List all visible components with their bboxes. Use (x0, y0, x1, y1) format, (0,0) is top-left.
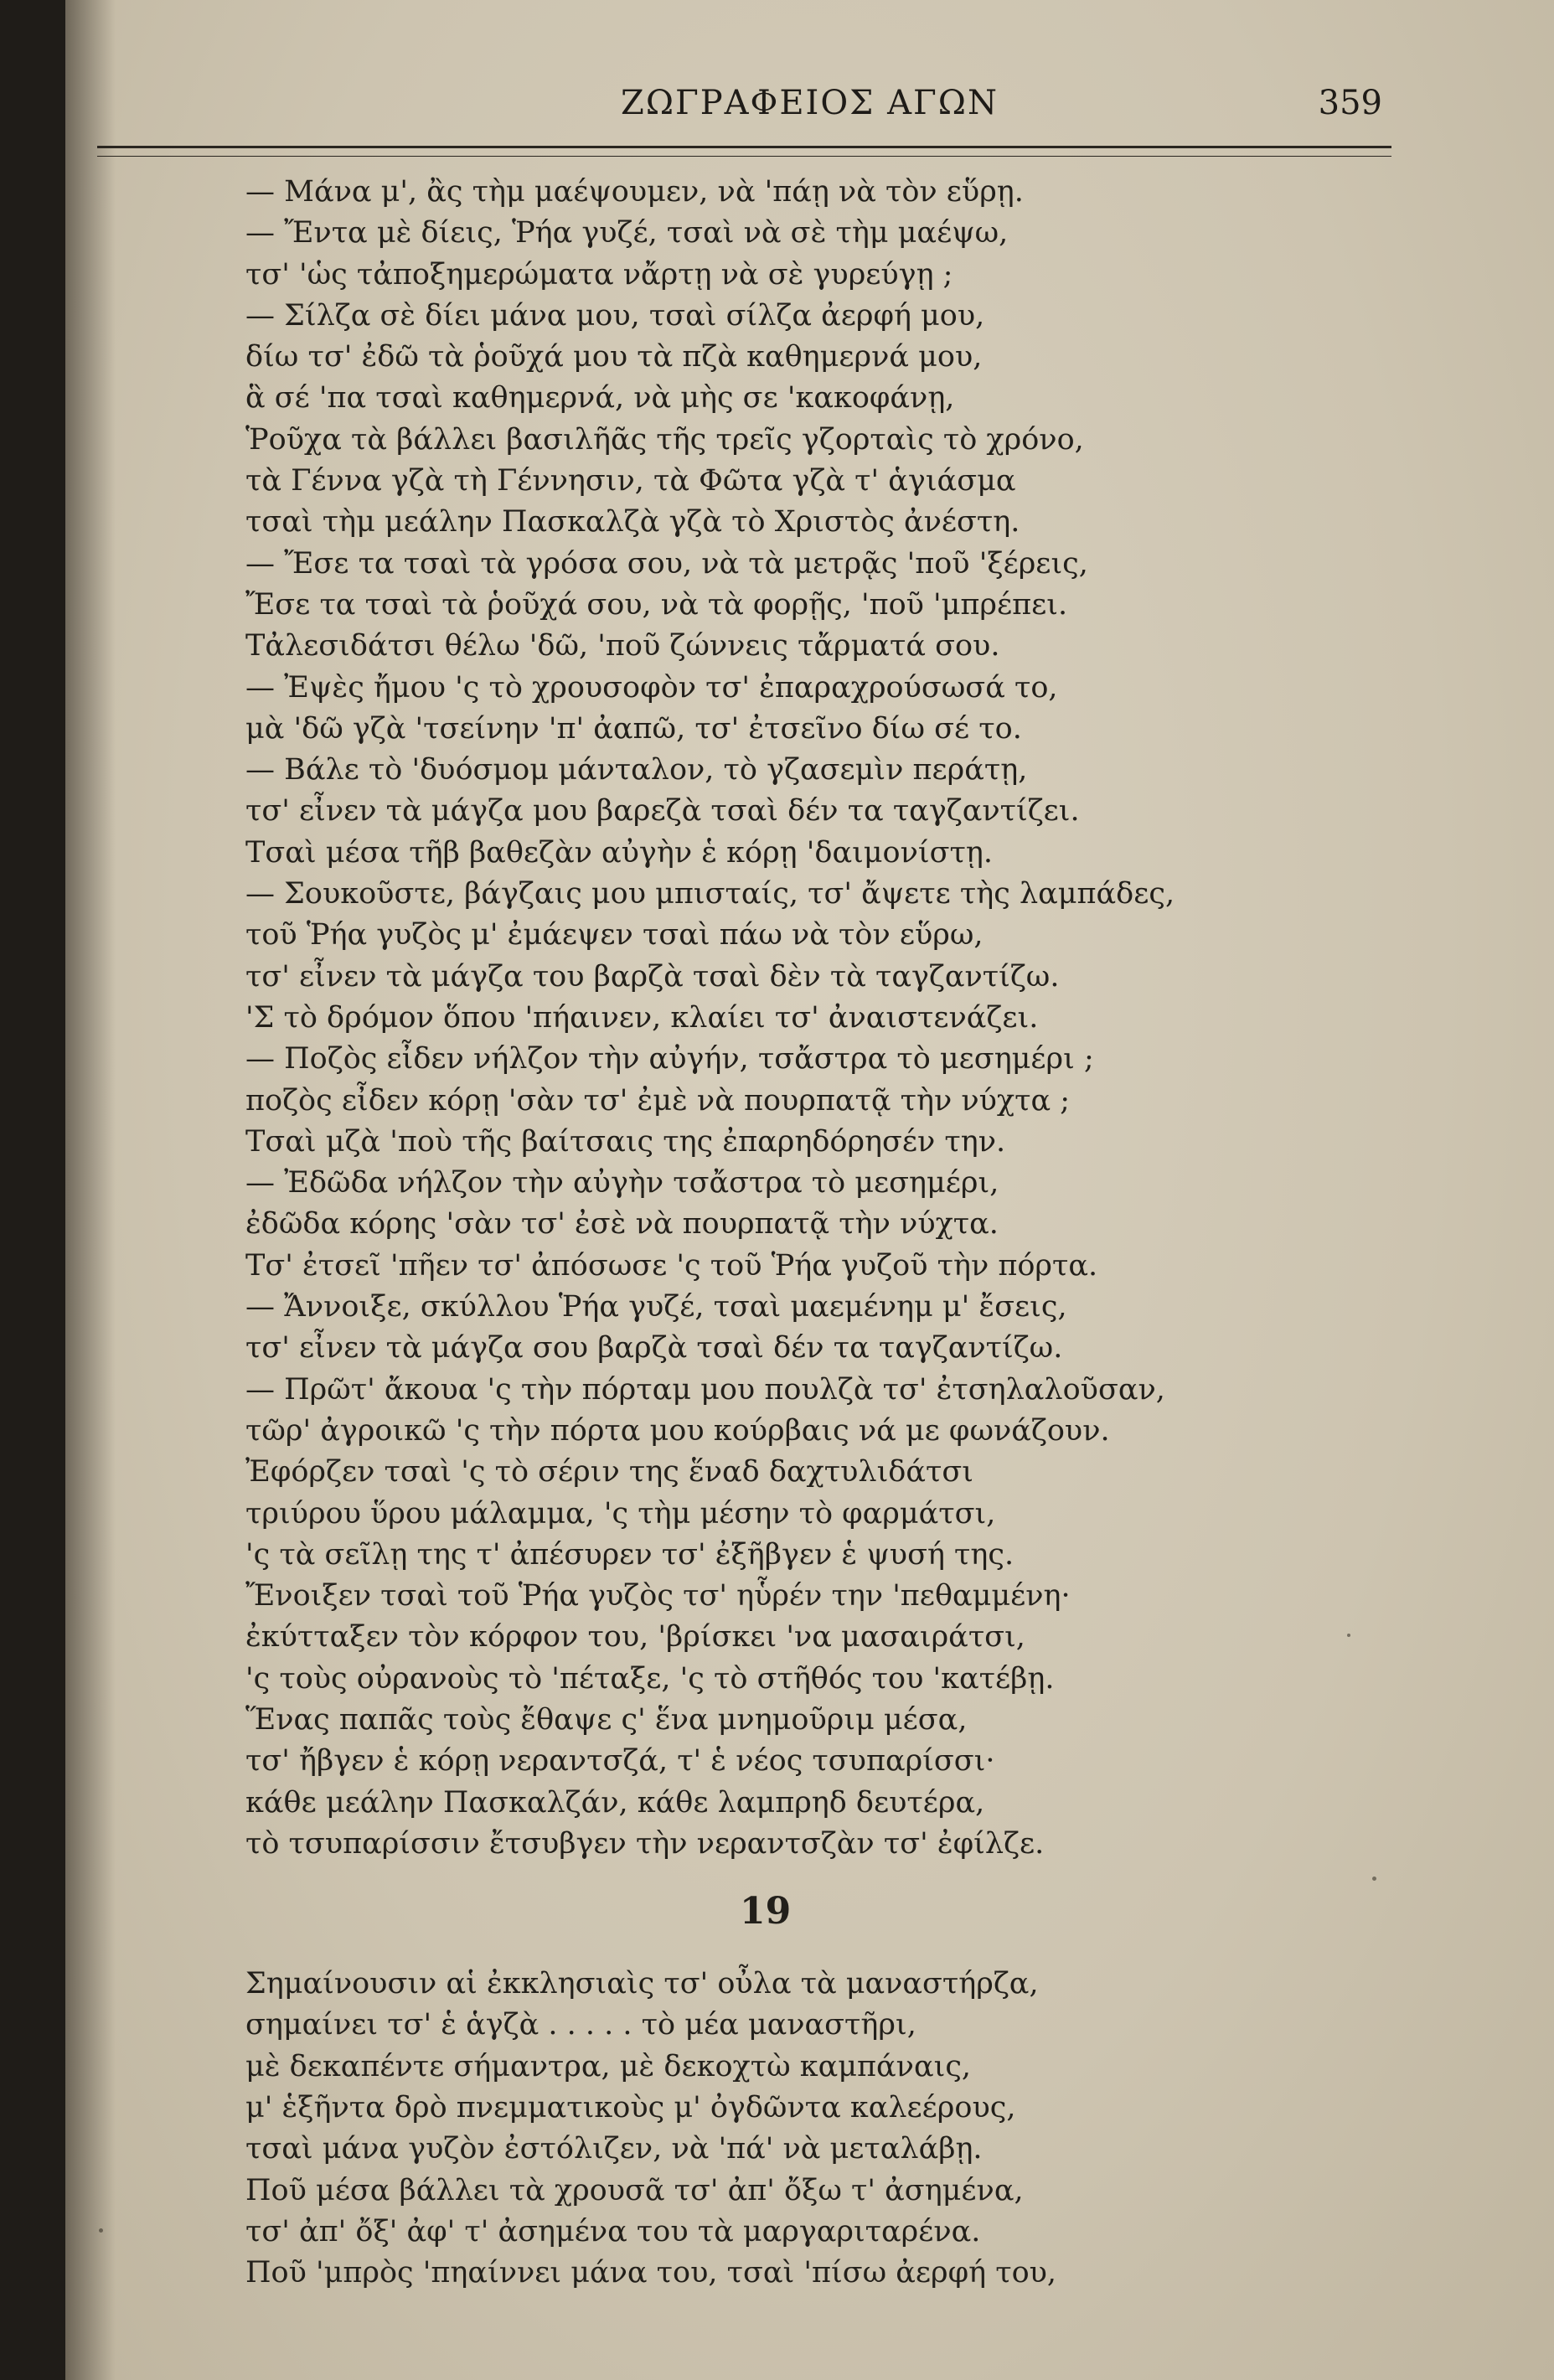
poem-18 (245, 172, 1251, 1865)
paper-speck (1347, 1634, 1350, 1637)
poem-18-line: Τἀλεσιδάτσι θέλω 'δῶ, 'ποῦ ζώννεις τἄρματά σου. (245, 629, 1000, 663)
text-block (245, 172, 1251, 2295)
poem-19-line: μὲ δεκαπέντε σήμαντρα, μὲ δεκοχτὼ καμπάναις, (245, 2049, 972, 2083)
poem-18-line: Τσ' ἐτσεῖ 'πῆεν τσ' ἀπόσωσε 'ς τοῦ Ῥήα γυζοῦ τὴν πόρτα. (245, 1248, 1098, 1283)
poem-18-line: — Ποζὸς εἶδεν νήλζον τὴν αὐγήν, τσἄστρα τὸ μεσημέρι ; (245, 1042, 1094, 1076)
running-head (65, 84, 1554, 134)
poem-18-line: — Ἔσε τα τσαὶ τὰ γρόσα σου, νὰ τὰ μετρᾷς 'ποῦ 'ξέρεις, (245, 546, 1088, 581)
poem-18-line: τοῦ Ῥήα γυζὸς μ' ἐμάεψεν τσαὶ πάω νὰ τὸν εὕρω, (245, 918, 984, 953)
poem-18-line: τσ' εἶνεν τὰ μάγζα μου βαρεζὰ τσαὶ δέν τα ταγζαντίζει. (245, 794, 1080, 829)
poem-18-line: τσ' 'ὡς τἀποξημερώματα νἄρτῃ νὰ σὲ γυρεύγῃ ; (245, 257, 953, 292)
poem-18-line: Ῥοῦχα τὰ βάλλει βασιλῆᾶς τῆς τρεῖς γζορταὶς τὸ χρόνο, (245, 422, 1084, 457)
poem-18-line: κάθε μεάλην Πασκαλζάν, κάθε λαμπρηδ δευτέρα, (245, 1785, 985, 1820)
poem-18-line: — Ἄννοιξε, σκύλλου Ῥήα γυζέ, τσαὶ μαεμένημ μ' ἔσεις, (245, 1290, 1067, 1324)
poem-19-line: μ' ἑξῆντα δρὸ πνεμματικοὺς μ' ὀγδῶντα καλεέρους, (245, 2091, 1016, 2125)
poem-18-line: — Σίλζα σὲ δίει μάνα μου, τσαὶ σίλζα ἀερφή μου, (245, 298, 985, 333)
poem-18-line: τὸ τσυπαρίσσιν ἔτσυβγεν τὴν νεραντσζὰν τσ' ἐφίλζε. (245, 1826, 1045, 1861)
poem-18-line: 'ς τὰ σεῖλῃ της τ' ἀπέσυρεν τσ' ἐξῆβγεν ἑ ψυσή της. (245, 1537, 1014, 1572)
poem-18-line: — Ἔντα μὲ δίεις, Ῥήα γυζέ, τσαὶ νὰ σὲ τὴμ μαέψω, (245, 216, 1009, 250)
poem-18-line: — Βάλε τὸ 'δυόσμομ μάνταλον, τὸ γζασεμὶν περάτῃ, (245, 753, 1028, 787)
poem-19-line: τσ' ἀπ' ὄξ' ἀφ' τ' ἀσημένα του τὰ μαργαριταρένα. (245, 2214, 981, 2248)
poem-18-line: δίω τσ' ἐδῶ τὰ ῥοῦχά μου τὰ πζὰ καθημερνά μου, (245, 340, 983, 374)
poem-19-line: τσαὶ μάνα γυζὸν ἐστόλιζεν, νὰ 'πά' νὰ μεταλάβῃ. (245, 2132, 983, 2166)
poem-18-line: τσ' εἶνεν τὰ μάγζα σου βαρζὰ τσαὶ δέν τα ταγζαντίζω. (245, 1331, 1063, 1366)
poem-18-line: τσ' εἶνεν τὰ μάγζα του βαρζὰ τσαὶ δὲν τὰ ταγζαντίζω. (245, 959, 1060, 994)
poem-18-line: Τσαὶ μέσα τῆβ βαθεζὰν αὐγὴν ἑ κόρῃ 'δαιμονίστῃ. (245, 835, 993, 870)
header-rule (97, 146, 1391, 157)
poem-18-line: τσαὶ τὴμ μεάλην Πασκαλζὰ γζὰ τὸ Χριστὸς ἀνέστη. (245, 505, 1020, 540)
poem-18-line: — Ἐδῶδα νήλζον τὴν αὐγὴν τσἄστρα τὸ μεσημέρι, (245, 1166, 999, 1200)
poem-18-line: — Μάνα μ', ἂς τὴμ μαέψουμεν, νὰ 'πάῃ νὰ τὸν εὕρῃ. (245, 175, 1024, 209)
poem-19-line: Ποῦ 'μπρὸς 'πηαίννει μάνα του, τσαὶ 'πίσω ἀερφή του, (245, 2256, 1057, 2290)
poem-18-line: ἃ σέ 'πα τσαὶ καθημερνά, νὰ μὴς σε 'κακοφάνῃ, (245, 381, 955, 416)
poem-18-line: ποζὸς εἶδεν κόρῃ 'σὰν τσ' ἐμὲ νὰ πουρπατᾷ τὴν νύχτα ; (245, 1083, 1071, 1118)
poem-19-line: Σημαίνουσιν αἱ ἐκκλησιαὶς τσ' οὖλα τὰ μαναστήρζα, (245, 1967, 1039, 2001)
poem-18-line: Ἔνοιξεν τσαὶ τοῦ Ῥήα γυζὸς τσ' ηὗρέν την 'πεθαμμένη· (245, 1579, 1071, 1613)
poem-18-line: — Πρῶτ' ἄκουα 'ς τὴν πόρταμ μου πουλζὰ τσ' ἐτσηλαλοῦσαν, (245, 1372, 1165, 1407)
poem-18-line: τσ' ἤβγεν ἑ κόρῃ νεραντσζά, τ' ἑ νέος τσυπαρίσσι· (245, 1744, 995, 1779)
poem-18-line: τῶρ' ἀγροικῶ 'ς τὴν πόρτα μου κούρβαις νά με φωνάζουν. (245, 1413, 1110, 1448)
poem-18-line: τὰ Γέννα γζὰ τὴ Γέννησιν, τὰ Φῶτα γζὰ τ' ἁγιάσμα (245, 464, 1016, 498)
poem-18-line: — Ἐψὲς ἤμου 'ς τὸ χρουσοφὸν τσ' ἐπαραχρούσωσά το, (245, 670, 1058, 705)
poem-18-line: 'Σ τὸ δρόμον ὅπου 'πήαινεν, κλαίει τσ' ἀναιστενάζει. (245, 1000, 1039, 1035)
poem-18-line: Ἕνας παπᾶς τοὺς ἔθαψε ς' ἕνα μνημοῦριμ μέσα, (245, 1702, 968, 1737)
book-page (65, 0, 1554, 2380)
poem-18-line: Τσαὶ μζὰ 'ποὺ τῆς βαίτσαις της ἐπαρηδόρησέν την. (245, 1124, 1006, 1159)
poem-19-line: σημαίνει τσ' ἑ ἁγζὰ . . . . . τὸ μέα μαναστῆρι, (245, 2008, 916, 2042)
poem-18-line: τριύρου ὕρου μάλαμμα, 'ς τὴμ μέσην τὸ φαρμάτσι, (245, 1496, 996, 1531)
poem-18-line: 'ς τοὺς οὐρανοὺς τὸ 'πέταξε, 'ς τὸ στῆθός του 'κατέβῃ. (245, 1661, 1055, 1696)
poem-18-line: Ἔσε τα τσαὶ τὰ ῥοῦχά σου, νὰ τὰ φορῇς, 'ποῦ 'μπρέπει. (245, 587, 1068, 622)
poem-18-line: ἐδῶδα κόρης 'σὰν τσ' ἐσὲ νὰ πουρπατᾷ τὴν νύχτα. (245, 1207, 999, 1242)
poem-18-line: Ἐφόρζεν τσαὶ 'ς τὸ σέριν της ἕναδ δαχτυλιδάτσι (245, 1455, 973, 1489)
poem-19 (245, 1964, 1251, 2294)
section-number: 19 (740, 1890, 792, 1933)
gutter-shadow (65, 0, 116, 2380)
poem-19-line: Ποῦ μέσα βάλλει τὰ χρουσᾶ τσ' ἀπ' ὄξω τ' ἀσημένα, (245, 2173, 1024, 2207)
poem-18-line: μὰ 'δῶ γζὰ 'τσείνην 'π' ἀαπῶ, τσ' ἐτσεῖνο δίω σέ το. (245, 711, 1022, 746)
paper-speck (1372, 1877, 1376, 1881)
poem-18-line: ἐκύτταξεν τὸν κόρφον του, 'βρίσκει 'να μασαιράτσι, (245, 1620, 1025, 1655)
page-number: 359 (1318, 84, 1382, 122)
poem-18-line: — Σουκοῦστε, βάγζαις μου μπισταίς, τσ' ἄψετε τὴς λαμπάδες, (245, 877, 1175, 911)
running-title: ΖΩΓΡΑΦΕΙΟΣ ΑΓΩΝ (621, 84, 999, 122)
